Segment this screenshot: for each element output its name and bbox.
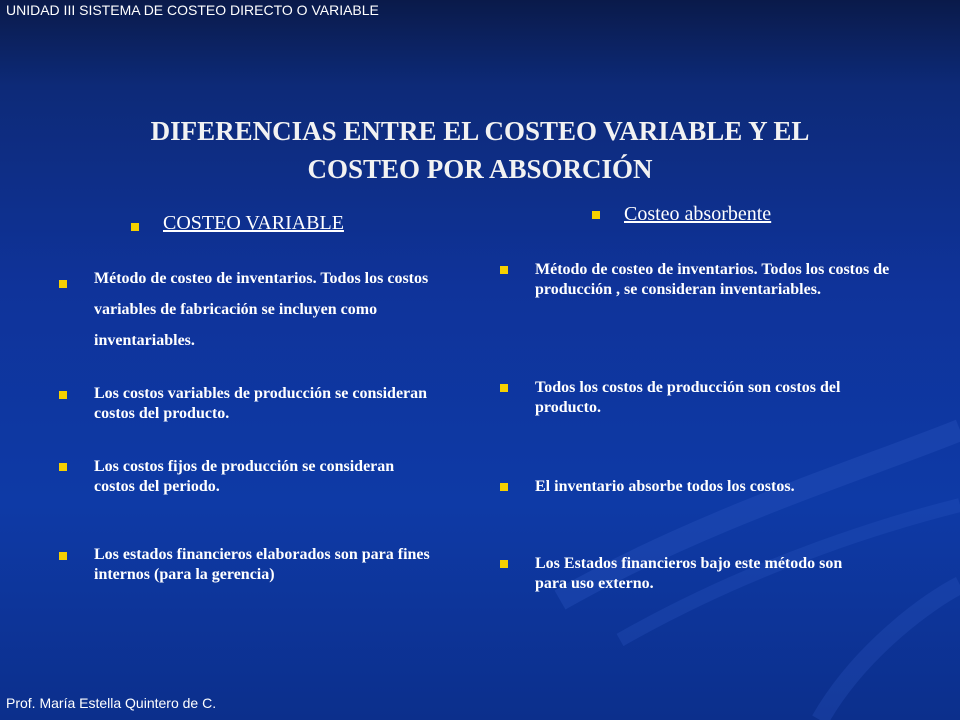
left-item-1: Método de costeo de inventarios. Todos los costos variables de fabricación se incluyen como inventariables. [94, 270, 429, 349]
left-item-2: Los costos variables de producción se consideran costos del producto. [94, 385, 428, 422]
bullet-icon [592, 211, 600, 219]
bullet-icon [500, 266, 508, 274]
slide-title [60, 112, 900, 188]
right-item-2: Todos los costos de producción son costos del producto. [535, 379, 841, 416]
left-column-heading: COSTEO VARIABLE [163, 212, 344, 234]
left-item-4: Los estados financieros elaborados son para fines internos (para la gerencia) [94, 546, 430, 583]
right-item-4: Los Estados financieros bajo este método son para uso externo. [535, 555, 843, 592]
right-item-3: El inventario absorbe todos los costos. [535, 478, 795, 495]
bullet-icon [59, 552, 67, 560]
right-column-heading: Costeo absorbente [624, 203, 772, 225]
slide-footer: Prof. María Estella Quintero de C. [6, 695, 217, 711]
right-item-1: Método de costeo de inventarios. Todos los costos de producción , se consideran inventariables. [535, 261, 890, 298]
bullet-icon [500, 384, 508, 392]
bullet-icon [59, 280, 67, 288]
slide-header: UNIDAD III SISTEMA DE COSTEO DIRECTO O VARIABLE [6, 2, 379, 18]
bullet-icon [131, 223, 139, 231]
title-line-1: DIFERENCIAS ENTRE EL COSTEO VARIABLE Y EL [150, 116, 810, 146]
bullet-icon [59, 391, 67, 399]
bullet-icon [500, 560, 508, 568]
bullet-icon [500, 483, 508, 491]
title-line-2: COSTEO POR ABSORCIÓN [307, 154, 653, 184]
left-item-3: Los costos fijos de producción se consideran costos del periodo. [94, 458, 395, 495]
bullet-icon [59, 463, 67, 471]
